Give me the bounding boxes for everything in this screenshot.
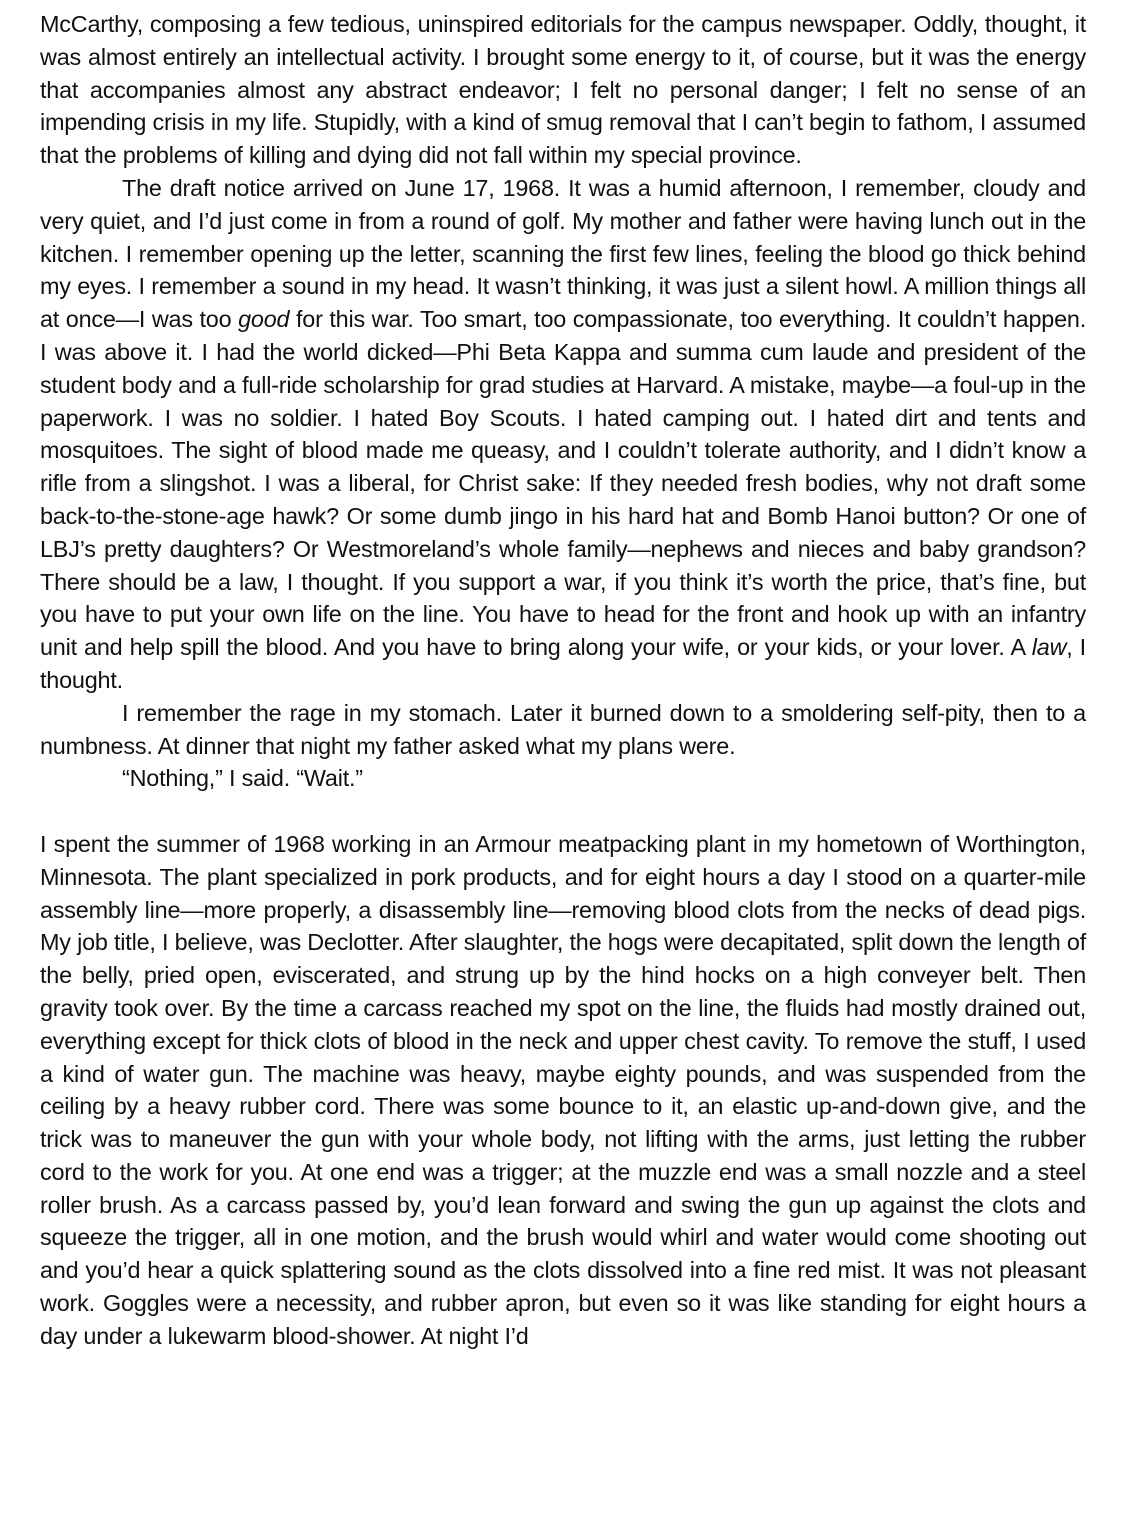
paragraph-2-italic-good: good	[238, 306, 290, 333]
paragraph-3-text: I remember the rage in my stomach. Later it burned down to a smoldering self-pity, then to a numbness. At dinner that night my father asked what my plans were.	[40, 699, 1086, 759]
paragraph-4-text: “Nothing,” I said. “Wait.”	[122, 765, 363, 792]
paragraph-2	[40, 172, 1086, 697]
document-page	[40, 8, 1086, 1353]
paragraph-4	[40, 762, 1086, 795]
paragraph-2-italic-law: law	[1031, 634, 1067, 661]
paragraph-1-text: McCarthy, composing a few tedious, uninspired editorials for the campus newspaper. Oddly, thought, it was almost entirely an intellectual activity. I brought some energy to it, of course, but it was the energy that accompanies almost any abstract endeavor; I felt no personal danger; I felt no sense of an impending crisis in my life. Stupidly, with a kind of smug removal that I can’t begin to fathom, I assumed that the problems of killing and dying did not fall within my special province.	[40, 11, 1086, 169]
section-break	[40, 795, 1086, 828]
paragraph-2-text-c: , I thought.	[40, 634, 1086, 693]
paragraph-5	[40, 828, 1086, 1353]
paragraph-3	[40, 697, 1086, 763]
paragraph-5-text: I spent the summer of 1968 working in an Armour meatpacking plant in my hometown of Worthington, Minnesota. The plant specialized in pork products, and for eight hours a day I stood on a quarter-mile assembly line—more properly, a disassembly line—removing blood clots from the necks of dead pigs. My job title, I believe, was Declotter. After slaughter, the hogs were decapitated, split down the length of the belly, pried open, eviscerated, and strung up by the hind hocks on a high conveyer belt. Then gravity took over. By the time a carcass reached my spot on the line, the fluids had mostly drained out, everything except for thick clots of blood in the neck and upper chest cavity. To remove the stuff, I used a kind of water gun. The machine was heavy, maybe eighty pounds, and was suspended from the ceiling by a heavy rubber cord. There was some bounce to it, an elastic up-and-down give, and the trick was to maneuver the gun with your whole body, not lifting with the arms, just letting the rubber cord to the work for you. At one end was a trigger; at the muzzle end was a small nozzle and a steel roller brush. As a carcass passed by, you’d lean forward and swing the gun up against the clots and squeeze the trigger, all in one motion, and the brush would whirl and water would come shooting out and you’d hear a quick splattering sound as the clots dissolved into a fine red mist. It was not pleasant work. Goggles were a necessity, and rubber apron, but even so it was like standing for eight hours a day under a lukewarm blood-shower. At night I’d	[40, 830, 1086, 1349]
paragraph-2-text-a: The draft notice arrived on June 17, 1968. It was a humid afternoon, I remember, cloudy and very quiet, and I’d just come in from a round of golf. My mother and father were having lunch out in the kitchen. I remember opening up the letter, scanning the first few lines, feeling the blood go thick behind my eyes. I remember a sound in my head. It wasn’t thinking, it was just a silent howl. A million things all at once—I was too	[40, 174, 1086, 333]
paragraph-2-text-b: for this war. Too smart, too compassionate, too everything. It couldn’t happen. I was above it. I had the world dicked—Phi Beta Kappa and summa cum laude and president of the student body and a full-ride scholarship for grad studies at Harvard. A mistake, maybe—a foul-up in the paperwork. I was no soldier. I hated Boy Scouts. I hated camping out. I hated dirt and tents and mosquitoes. The sight of blood made me queasy, and I couldn’t tolerate authority, and I didn’t know a rifle from a slingshot. I was a liberal, for Christ sake: If they needed fresh bodies, why not draft some back-to-the-stone-age hawk? Or some dumb jingo in his hard hat and Bomb Hanoi button? Or one of LBJ’s pretty daughters? Or Westmoreland’s whole family—nephews and nieces and baby grandson? There should be a law, I thought. If you support a war, if you think it’s worth the price, that’s fine, but you have to put your own life on the line. You have to head for the front and hook up with an infantry unit and help spill the blood. And you have to bring along your wife, or your kids, or your lover. A	[40, 306, 1086, 661]
paragraph-1	[40, 8, 1086, 172]
